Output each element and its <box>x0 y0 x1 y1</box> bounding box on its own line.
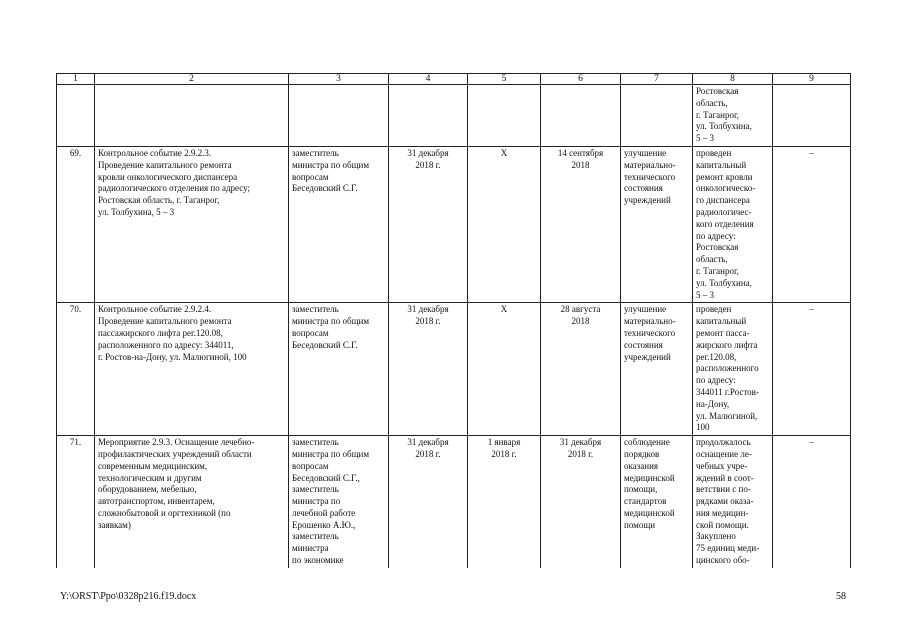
expected-result: улучшение материально- технического состояния учреждений <box>621 146 693 302</box>
table-row <box>57 146 851 302</box>
start-date: Х <box>468 303 541 436</box>
row-number: 69. <box>57 146 95 302</box>
report-table <box>56 73 851 568</box>
execution-status: проведен капитальный ремонт кровли онкологическо- го диспансера радиологичес- кого отделения по адресу: Ростовская область, г. Таганрог, ул. Толбухина, 5 – 3 <box>693 146 773 302</box>
expected-result: соблюдение порядков оказания медицинской помощи, стандартов медицинской помощи <box>621 436 693 569</box>
responsible-person: заместитель министра по общим вопросам Беседовский С.Г., заместитель министра по лечебной работе Ерошенко А.Ю., заместитель министра по экономике <box>289 436 389 569</box>
event-description: Контрольное событие 2.9.2.4. Проведение капитального ремонта пассажирского лифта рег.120.08, расположенного по адресу: 344011, г. Ростов-на-Дону, ул. Малюгиной, 100 <box>95 303 289 436</box>
end-date: 31 декабря 2018 г. <box>541 436 621 569</box>
table-row <box>57 303 851 436</box>
column-number: 8 <box>693 74 773 85</box>
plan-date <box>389 85 468 147</box>
note: – <box>773 303 851 436</box>
note <box>773 85 851 147</box>
plan-date: 31 декабря 2018 г. <box>389 146 468 302</box>
column-number-row <box>57 74 851 85</box>
start-date: 1 января 2018 г. <box>468 436 541 569</box>
expected-result: улучшение материально- технического состояния учреждений <box>621 303 693 436</box>
end-date <box>541 85 621 147</box>
column-number: 2 <box>95 74 289 85</box>
column-number: 3 <box>289 74 389 85</box>
expected-result <box>621 85 693 147</box>
execution-status: Ростовская область, г. Таганрог, ул. Толбухина, 5 – 3 <box>693 85 773 147</box>
row-number <box>57 85 95 147</box>
start-date <box>468 85 541 147</box>
start-date: Х <box>468 146 541 302</box>
responsible-person <box>289 85 389 147</box>
column-number: 6 <box>541 74 621 85</box>
event-description: Мероприятие 2.9.3. Оснащение лечебно- профилактических учреждений области современным медицинским, технологическим и другим оборудованием, мебелью, автотранспортом, инвентарем, сложнобытовой и оргтехникой (по заявкам) <box>95 436 289 569</box>
end-date: 14 сентября 2018 <box>541 146 621 302</box>
column-number: 7 <box>621 74 693 85</box>
responsible-person: заместитель министра по общим вопросам Беседовский С.Г. <box>289 303 389 436</box>
table-row <box>57 436 851 569</box>
plan-date: 31 декабря 2018 г. <box>389 436 468 569</box>
column-number: 9 <box>773 74 851 85</box>
row-number: 71. <box>57 436 95 569</box>
page-number: 58 <box>836 591 846 602</box>
note: – <box>773 146 851 302</box>
column-number: 4 <box>389 74 468 85</box>
responsible-person: заместитель министра по общим вопросам Беседовский С.Г. <box>289 146 389 302</box>
file-path: Y:\ORST\Ppo\0328p216.f19.docx <box>60 591 197 602</box>
row-number: 70. <box>57 303 95 436</box>
execution-status: проведен капитальный ремонт пасса- жирского лифта рег.120.08, расположенного по адресу: 344011 г.Ростов- на-Дону, ул. Малюгиной, 100 <box>693 303 773 436</box>
execution-status: продолжалось оснащение ле- чебных учре- ждений в соот- ветствии с по- рядками оказа- ния медицин- ской помощи. Закуплено 75 единиц меди- цинского обо- <box>693 436 773 569</box>
column-number: 1 <box>57 74 95 85</box>
end-date: 28 августа 2018 <box>541 303 621 436</box>
table-row <box>57 85 851 147</box>
plan-date: 31 декабря 2018 г. <box>389 303 468 436</box>
column-number: 5 <box>468 74 541 85</box>
note: – <box>773 436 851 569</box>
event-description: Контрольное событие 2.9.2.3. Проведение капитального ремонта кровли онкологического диспансера радиологического отделения по адресу; Ростовская область, г. Таганрог, ул. Толбухина, 5 – 3 <box>95 146 289 302</box>
event-description <box>95 85 289 147</box>
